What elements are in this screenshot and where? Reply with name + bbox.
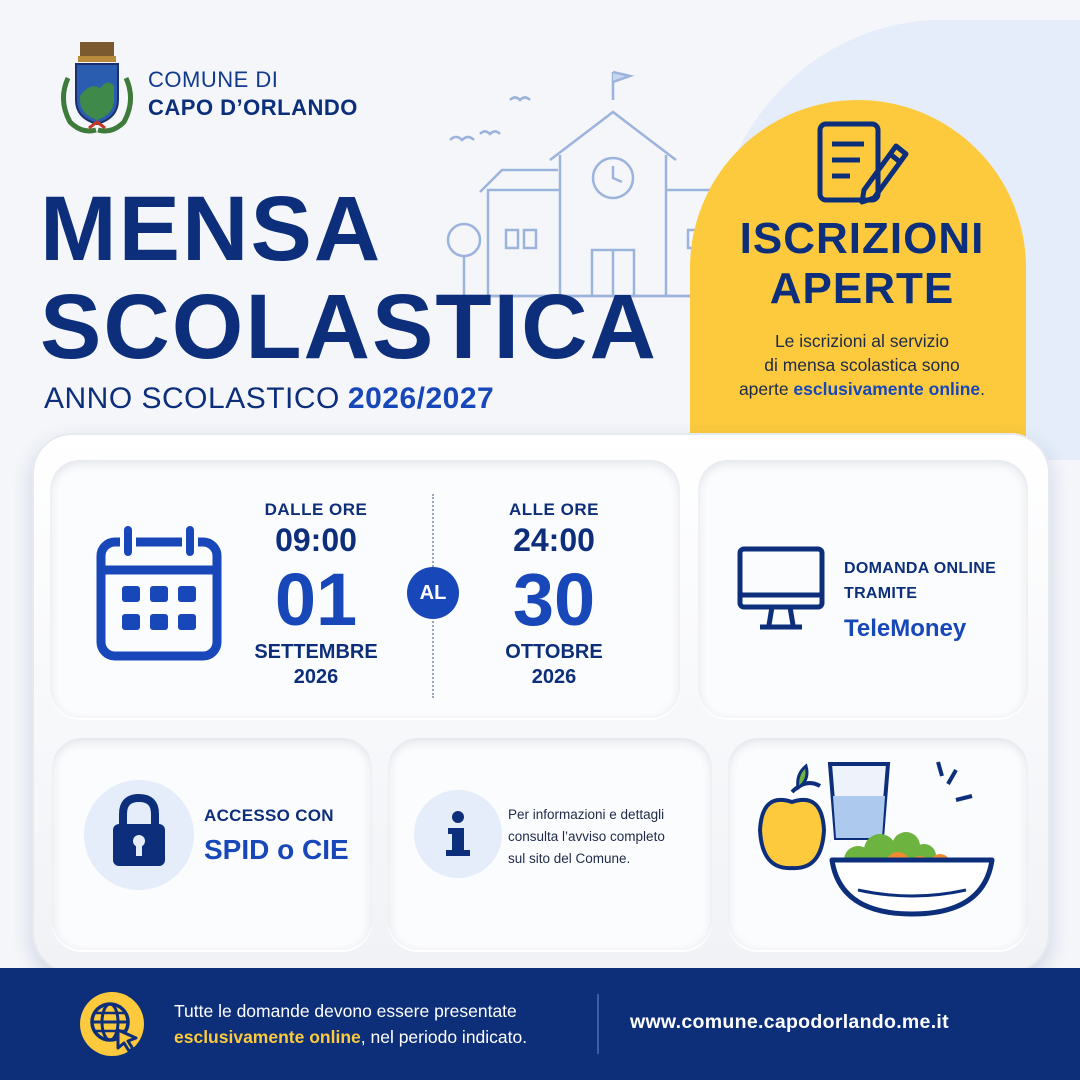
registration-title-line-1: ISCRIZIONI (739, 214, 985, 263)
info-line-2: consulta l’avviso completo (508, 829, 665, 844)
end-date (474, 500, 634, 690)
municipality-prefix: COMUNE DI (148, 67, 279, 92)
end-year: 2026 (531, 666, 577, 688)
info-text (508, 804, 704, 870)
registration-text-line-1: Le iscrizioni al servizio (774, 331, 950, 351)
info-line-3: sul sito del Comune. (508, 851, 631, 866)
footer-divider (597, 994, 599, 1054)
registration-text-line-3 (700, 377, 1024, 401)
start-day: 01 (274, 558, 358, 641)
online-application (844, 556, 996, 646)
footer-line-2 (174, 1024, 527, 1050)
footer-highlight: esclusivamente online (174, 1027, 361, 1047)
website-link[interactable]: www.comune.capodorlando.me.it (630, 1011, 949, 1033)
registration-text-post: . (980, 379, 986, 399)
footer-line-2-rest: , nel periodo indicato. (360, 1027, 528, 1047)
title-line-2: SCOLASTICA (40, 276, 658, 378)
online-line-2: TRAMITE (844, 585, 918, 602)
start-date (236, 500, 396, 690)
food-illustration (748, 752, 1008, 922)
start-time-label: DALLE ORE (264, 500, 368, 519)
end-day: 30 (512, 558, 596, 641)
monitor-icon (736, 545, 826, 633)
info-icon (434, 810, 482, 858)
title-line-1: MENSA (40, 178, 383, 280)
info-line-1: Per informazioni e dettagli (508, 807, 665, 822)
registration-title-line-2: APERTE (769, 264, 955, 313)
footer-notice (174, 998, 527, 1050)
start-year: 2026 (293, 666, 339, 688)
coat-of-arms-icon (56, 38, 138, 138)
school-year-value: 2026/2027 (347, 382, 495, 415)
online-line-1: DOMANDA ONLINE (844, 560, 997, 577)
date-connector-badge: AL (407, 567, 459, 619)
registration-text-pre: aperte (738, 379, 794, 399)
footer-line-1: Tutte le domande devono essere presentate (174, 1001, 517, 1021)
document-pen-icon (814, 118, 914, 208)
globe-cursor-icon (78, 990, 146, 1058)
municipality-city: CAPO D’ORLANDO (148, 94, 358, 120)
registration-description (700, 329, 1024, 401)
registration-text-highlight: esclusivamente online (793, 379, 981, 399)
access-value: SPID o CIE (204, 834, 349, 865)
end-time-label: ALLE ORE (509, 500, 599, 519)
school-year-label: ANNO SCOLASTICO (44, 382, 340, 415)
municipality-name (148, 66, 358, 121)
school-year (44, 382, 494, 416)
start-time: 09:00 (275, 522, 357, 558)
registration-title (700, 214, 1024, 314)
end-month: OTTOBRE (505, 641, 603, 663)
calendar-icon (96, 520, 222, 662)
page-title (40, 180, 658, 376)
online-platform: TeleMoney (844, 615, 967, 642)
lock-icon (109, 792, 169, 868)
access-method (204, 806, 349, 866)
registration-text-line-2: di mensa scolastica sono (764, 355, 960, 375)
access-label: ACCESSO CON (204, 806, 334, 825)
end-time: 24:00 (513, 522, 595, 558)
start-month: SETTEMBRE (254, 641, 378, 663)
